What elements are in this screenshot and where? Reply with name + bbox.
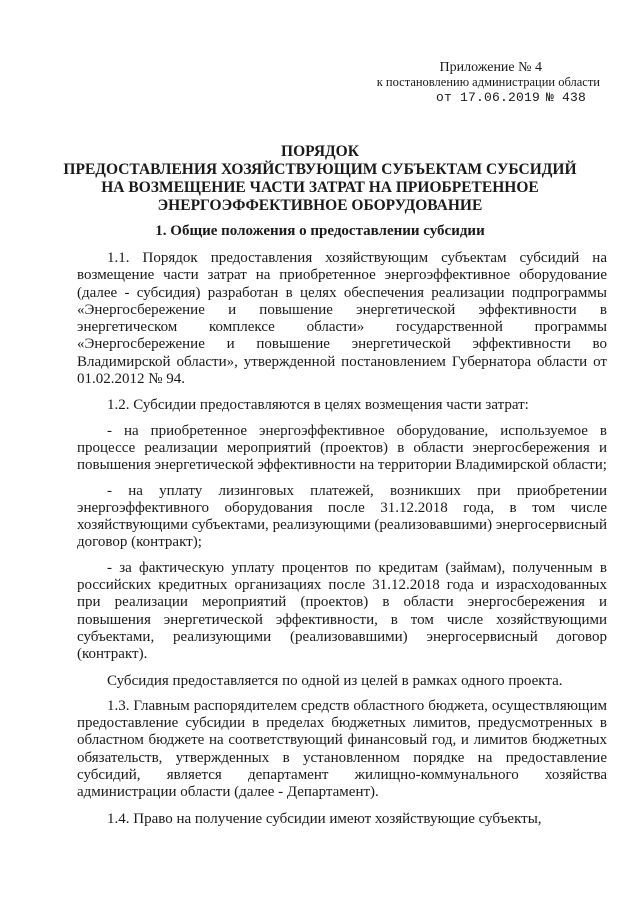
appendix-date-number <box>330 90 586 105</box>
paragraph-1-3: 1.3. Главным распорядителем средств областного бюджета, осуществляющим предоставление субсидии в пределах бюджетных лимитов, предусмотренных в областном бюджете на соответствующий финансовый год, и лимитов бюджетных обязательств, утвержденных в установленном порядке на предоставление субсидий, является департамент жилищно-коммунального хозяйства администрации области (далее - Департамент). <box>77 697 607 801</box>
paragraph-1-2: 1.2. Субсидии предоставляются в целях возмещения части затрат: <box>107 397 529 414</box>
appendix-date: от 17.06.2019 <box>435 90 540 105</box>
appendix-number: № 438 <box>545 90 586 105</box>
title-line-3: НА ВОЗМЕЩЕНИЕ ЧАСТИ ЗАТРАТ НА ПРИОБРЕТЕННОЕ <box>101 179 539 196</box>
paragraph-1-1: 1.1. Порядок предоставления хозяйствующим субъектам субсидий на возмещение части затрат на приобретенное энергоэффективное оборудование (далее - субсидия) разработан в целях обеспечения реализации подпрограммы «Энергосбережение и повышение энергетической эффективности в энергетическом комплексе области» государственной программы «Энергосбережение и повышение энергетической эффективности во Владимирской области», утвержденной постановлением Губернатора области от 01.02.2012 № 94. <box>77 250 607 388</box>
paragraph-1-4: 1.4. Право на получение субсидии имеют хозяйствующие субъекты, <box>107 810 542 827</box>
paragraph-one-goal: Субсидия предоставляется по одной из целей в рамках одного проекта. <box>107 672 563 689</box>
appendix-title: Приложение № 4 <box>439 60 542 75</box>
list-item-3: - за фактическую уплату процентов по кредитам (займам), полученным в российских кредитных организациях после 31.12.2018 года и израсходованных при реализации мероприятий (проектов) в области энергосбережения и повышения энергетической эффективности, в том числе хозяйствующими субъектами, реализующими (реализовавшими) энергосервисный договор (контракт). <box>77 559 607 663</box>
appendix-block <box>330 60 600 105</box>
document-title <box>60 143 580 215</box>
title-line-2: ПРЕДОСТАВЛЕНИЯ ХОЗЯЙСТВУЮЩИМ СУБЪЕКТАМ СУБСИДИЙ <box>63 161 577 178</box>
list-item-1: - на приобретенное энергоэффективное оборудование, используемое в процессе реализации мероприятий (проектов) в области энергосбережения и повышения энергетической эффективности на территории Владимирской области; <box>77 422 607 474</box>
title-line-1: ПОРЯДОК <box>281 143 359 160</box>
appendix-resolution-ref: к постановлению администрации области <box>376 75 600 89</box>
section-heading: 1. Общие положения о предоставлении субсидии <box>155 223 485 239</box>
title-line-4: ЭНЕРГОЭФФЕКТИВНОЕ ОБОРУДОВАНИЕ <box>157 197 483 214</box>
document-body <box>77 250 607 836</box>
list-item-2: - на уплату лизинговых платежей, возникших при приобретении энергоэффективного оборудования после 31.12.2018 года, в том числе хозяйствующими субъектами, реализующими (реализовавшими) энергосервисный договор (контракт); <box>77 482 607 551</box>
